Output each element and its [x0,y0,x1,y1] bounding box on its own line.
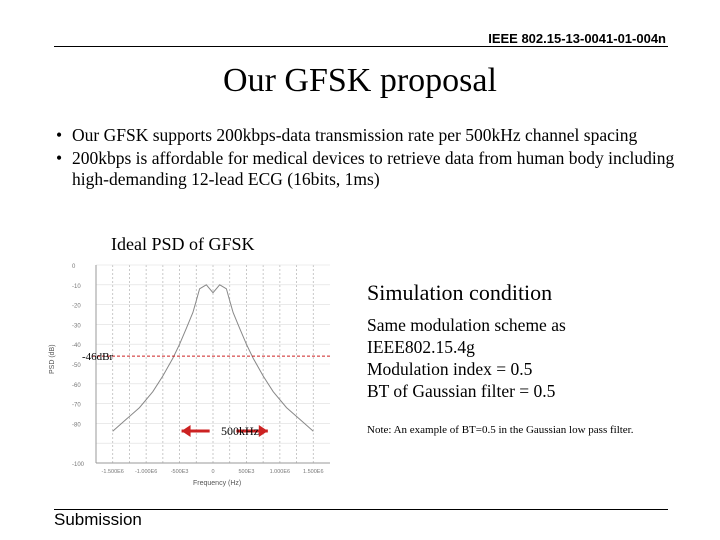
x-tick-label: -500E3 [170,469,189,475]
footer-label: Submission [54,510,142,529]
simulation-line: BT of Gaussian filter = 0.5 [367,381,556,401]
bandwidth-arrow-left [182,425,210,437]
x-tick-label: 0 [211,469,215,475]
simulation-line: Same modulation scheme as [367,315,566,335]
simulation-line: Modulation index = 0.5 [367,359,533,379]
bullet-dot-icon: • [56,125,63,145]
y-tick-label: -80 [72,422,81,429]
x-axis-label: Frequency (Hz) [193,480,242,487]
document-id: IEEE 802.15-13-0041-01-004n [488,31,666,46]
y-tick-label: -20 [72,303,81,310]
chart-grid [96,265,330,463]
y-tick-labels [72,264,85,468]
bullet-dot-icon: • [56,148,63,168]
bullet-text: 200kbps is affordable for medical devices to retrieve data from human body including high-demanding 12-lead ECG (16bits, 1ms) [72,148,675,189]
arrow-head [182,425,191,437]
x-tick-label: 500E3 [238,469,255,475]
slide-title: Our GFSK proposal [223,62,497,99]
y-tick-label: -40 [72,343,81,350]
x-tick-labels [102,469,324,475]
y-tick-label: -60 [72,382,81,389]
y-tick-label: -10 [72,283,81,290]
x-tick-label: -1.000E6 [134,469,158,475]
bullet-item [54,148,694,190]
x-tick-label: -1.500E6 [101,469,124,475]
threshold-label: -46dBr [82,351,114,364]
header-rule [54,46,668,47]
y-axis-label: PSD (dB) [49,344,56,374]
y-tick-label: -100 [72,462,85,468]
footer-rule [54,509,668,510]
y-tick-label: -30 [72,323,81,330]
bullet-list [54,125,694,192]
note-text: Note: An example of BT=0.5 in the Gaussian low pass filter. [367,424,634,436]
simulation-title: Simulation condition [367,280,553,305]
figure-label: Ideal PSD of GFSK [111,234,255,254]
bullet-text: Our GFSK supports 200kbps-data transmission rate per 500kHz channel spacing [72,125,638,145]
bandwidth-label: 500kHz [221,424,259,438]
y-tick-label: -70 [72,402,81,409]
y-tick-label: -50 [72,363,81,369]
bullet-item [54,125,694,146]
simulation-line: IEEE802.15.4g [367,337,475,357]
x-tick-label: 1.000E6 [269,469,291,475]
y-tick-label: 0 [72,264,76,270]
psd-chart [40,255,340,490]
x-tick-label: 1.500E6 [303,469,324,475]
simulation-conditions [367,280,566,402]
